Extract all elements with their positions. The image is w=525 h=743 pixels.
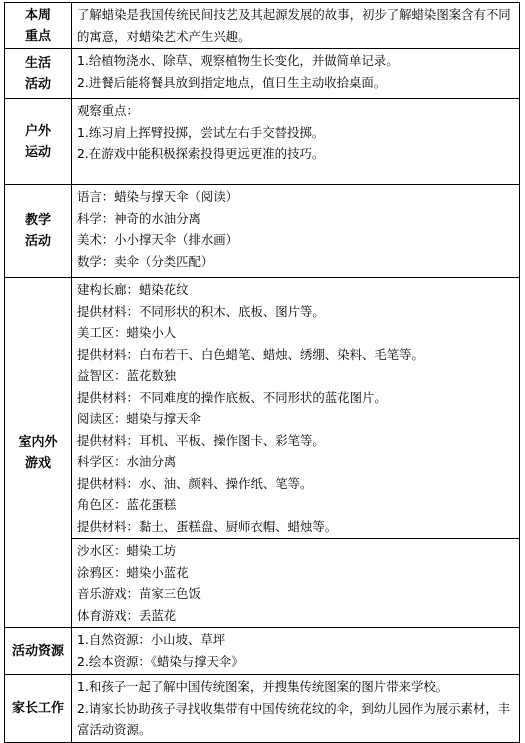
content-daily-life bbox=[72, 49, 520, 99]
content-games-outdoor bbox=[72, 539, 520, 628]
list-item: 涂鸦区：蜡染小蓝花 bbox=[77, 564, 189, 580]
list-item: 益智区：蓝花数独 bbox=[77, 368, 177, 383]
list-item: 美术：小小撑天伞（排水画） bbox=[77, 232, 239, 247]
row-games-outdoor bbox=[5, 539, 520, 628]
list-item: 科学区：水油分离 bbox=[77, 454, 177, 469]
list-item: 观察重点： bbox=[77, 103, 139, 118]
row-outdoor-exercise bbox=[5, 99, 520, 185]
content-games-indoor bbox=[72, 278, 520, 539]
list-item: 2.在游戏中能积极探索投得更远更准的技巧。 bbox=[77, 146, 325, 161]
list-item: 2.请家长协助孩子寻找收集带有中国传统花纹的伞，到幼儿园作为展示素材，丰富活动资源。 bbox=[77, 700, 511, 737]
list-item: 体育游戏：丢蓝花 bbox=[77, 607, 177, 623]
list-item: 科学：神奇的水油分离 bbox=[77, 210, 201, 226]
label-outdoor-exercise: 户外 运动 bbox=[5, 99, 72, 185]
list-item: 提供材料：不同形状的积木、底板、图片等。 bbox=[77, 303, 325, 319]
list-item: 提供材料：白布若干、白色蜡笔、蜡烛、绣绷、染料、毛笔等。 bbox=[77, 346, 424, 362]
list-item: 1.和孩子一起了解中国传统图案，并搜集传统图案的图片带来学校。 bbox=[77, 679, 449, 694]
list-item: 音乐游戏：苗家三色饭 bbox=[77, 586, 201, 601]
label-games: 室内外 游戏 bbox=[5, 278, 72, 628]
label-teaching-activities: 教学 活动 bbox=[5, 185, 72, 278]
label-activity-resources: 活动资源 bbox=[5, 628, 72, 675]
list-item: 沙水区：蜡染工坊 bbox=[77, 543, 177, 558]
list-item: 2.绘本资源：《蜡染与撑天伞》 bbox=[77, 653, 244, 669]
content-parent-work bbox=[72, 675, 520, 743]
list-item: 提供材料：黏土、蛋糕盘、厨师衣帽、蜡烛等。 bbox=[77, 518, 338, 534]
list-item: 建构长廊：蜡染花纹 bbox=[77, 282, 189, 297]
row-games-indoor bbox=[5, 278, 520, 539]
list-item: 美工区：蜡染小人 bbox=[77, 325, 177, 340]
list-item: 阅读区：蜡染与撑天伞 bbox=[77, 411, 201, 426]
list-item: 1.练习肩上挥臂投掷，尝试左右手交替投掷。 bbox=[77, 124, 325, 140]
list-item: 1.给植物浇水、除草、观察植物生长变化，并做简单记录。 bbox=[77, 53, 399, 68]
list-item: 1.自然资源：小山坡、草坪 bbox=[77, 632, 226, 647]
list-item: 2.进餐后能将餐具放到指定地点，值日生主动收拾桌面。 bbox=[77, 74, 387, 90]
row-activity-resources bbox=[5, 628, 520, 675]
label-parent-work: 家长工作 bbox=[5, 675, 72, 743]
row-daily-life bbox=[5, 49, 520, 99]
list-item: 提供材料：水、油、颜料、操作纸、笔等。 bbox=[77, 475, 313, 491]
row-weekly-focus bbox=[5, 3, 520, 49]
weekly-plan-table bbox=[4, 2, 520, 743]
focus-text: 了解蜡染是我国传统民间技艺及其起源发展的故事，初步了解蜡染图案含有不同的寓意，对蜡染艺术产生兴趣。 bbox=[77, 7, 511, 44]
list-item: 角色区：蓝花蛋糕 bbox=[77, 497, 177, 512]
list-item: 提供材料：不同难度的操作底板、不同形状的蓝花图片。 bbox=[77, 389, 387, 405]
content-weekly-focus bbox=[72, 3, 520, 49]
list-item: 提供材料：耳机、平板、操作图卡、彩笔等。 bbox=[77, 432, 325, 448]
row-parent-work bbox=[5, 675, 520, 743]
list-item: 语言：蜡染与撑天伞（阅读） bbox=[77, 189, 239, 204]
label-weekly-focus: 本周 重点 bbox=[5, 3, 72, 49]
content-activity-resources bbox=[72, 628, 520, 675]
row-teaching-activities bbox=[5, 185, 520, 278]
content-teaching-activities bbox=[72, 185, 520, 278]
label-daily-life: 生活 活动 bbox=[5, 49, 72, 99]
list-item: 数学：卖伞（分类匹配） bbox=[77, 253, 214, 269]
content-outdoor-exercise bbox=[72, 99, 520, 185]
